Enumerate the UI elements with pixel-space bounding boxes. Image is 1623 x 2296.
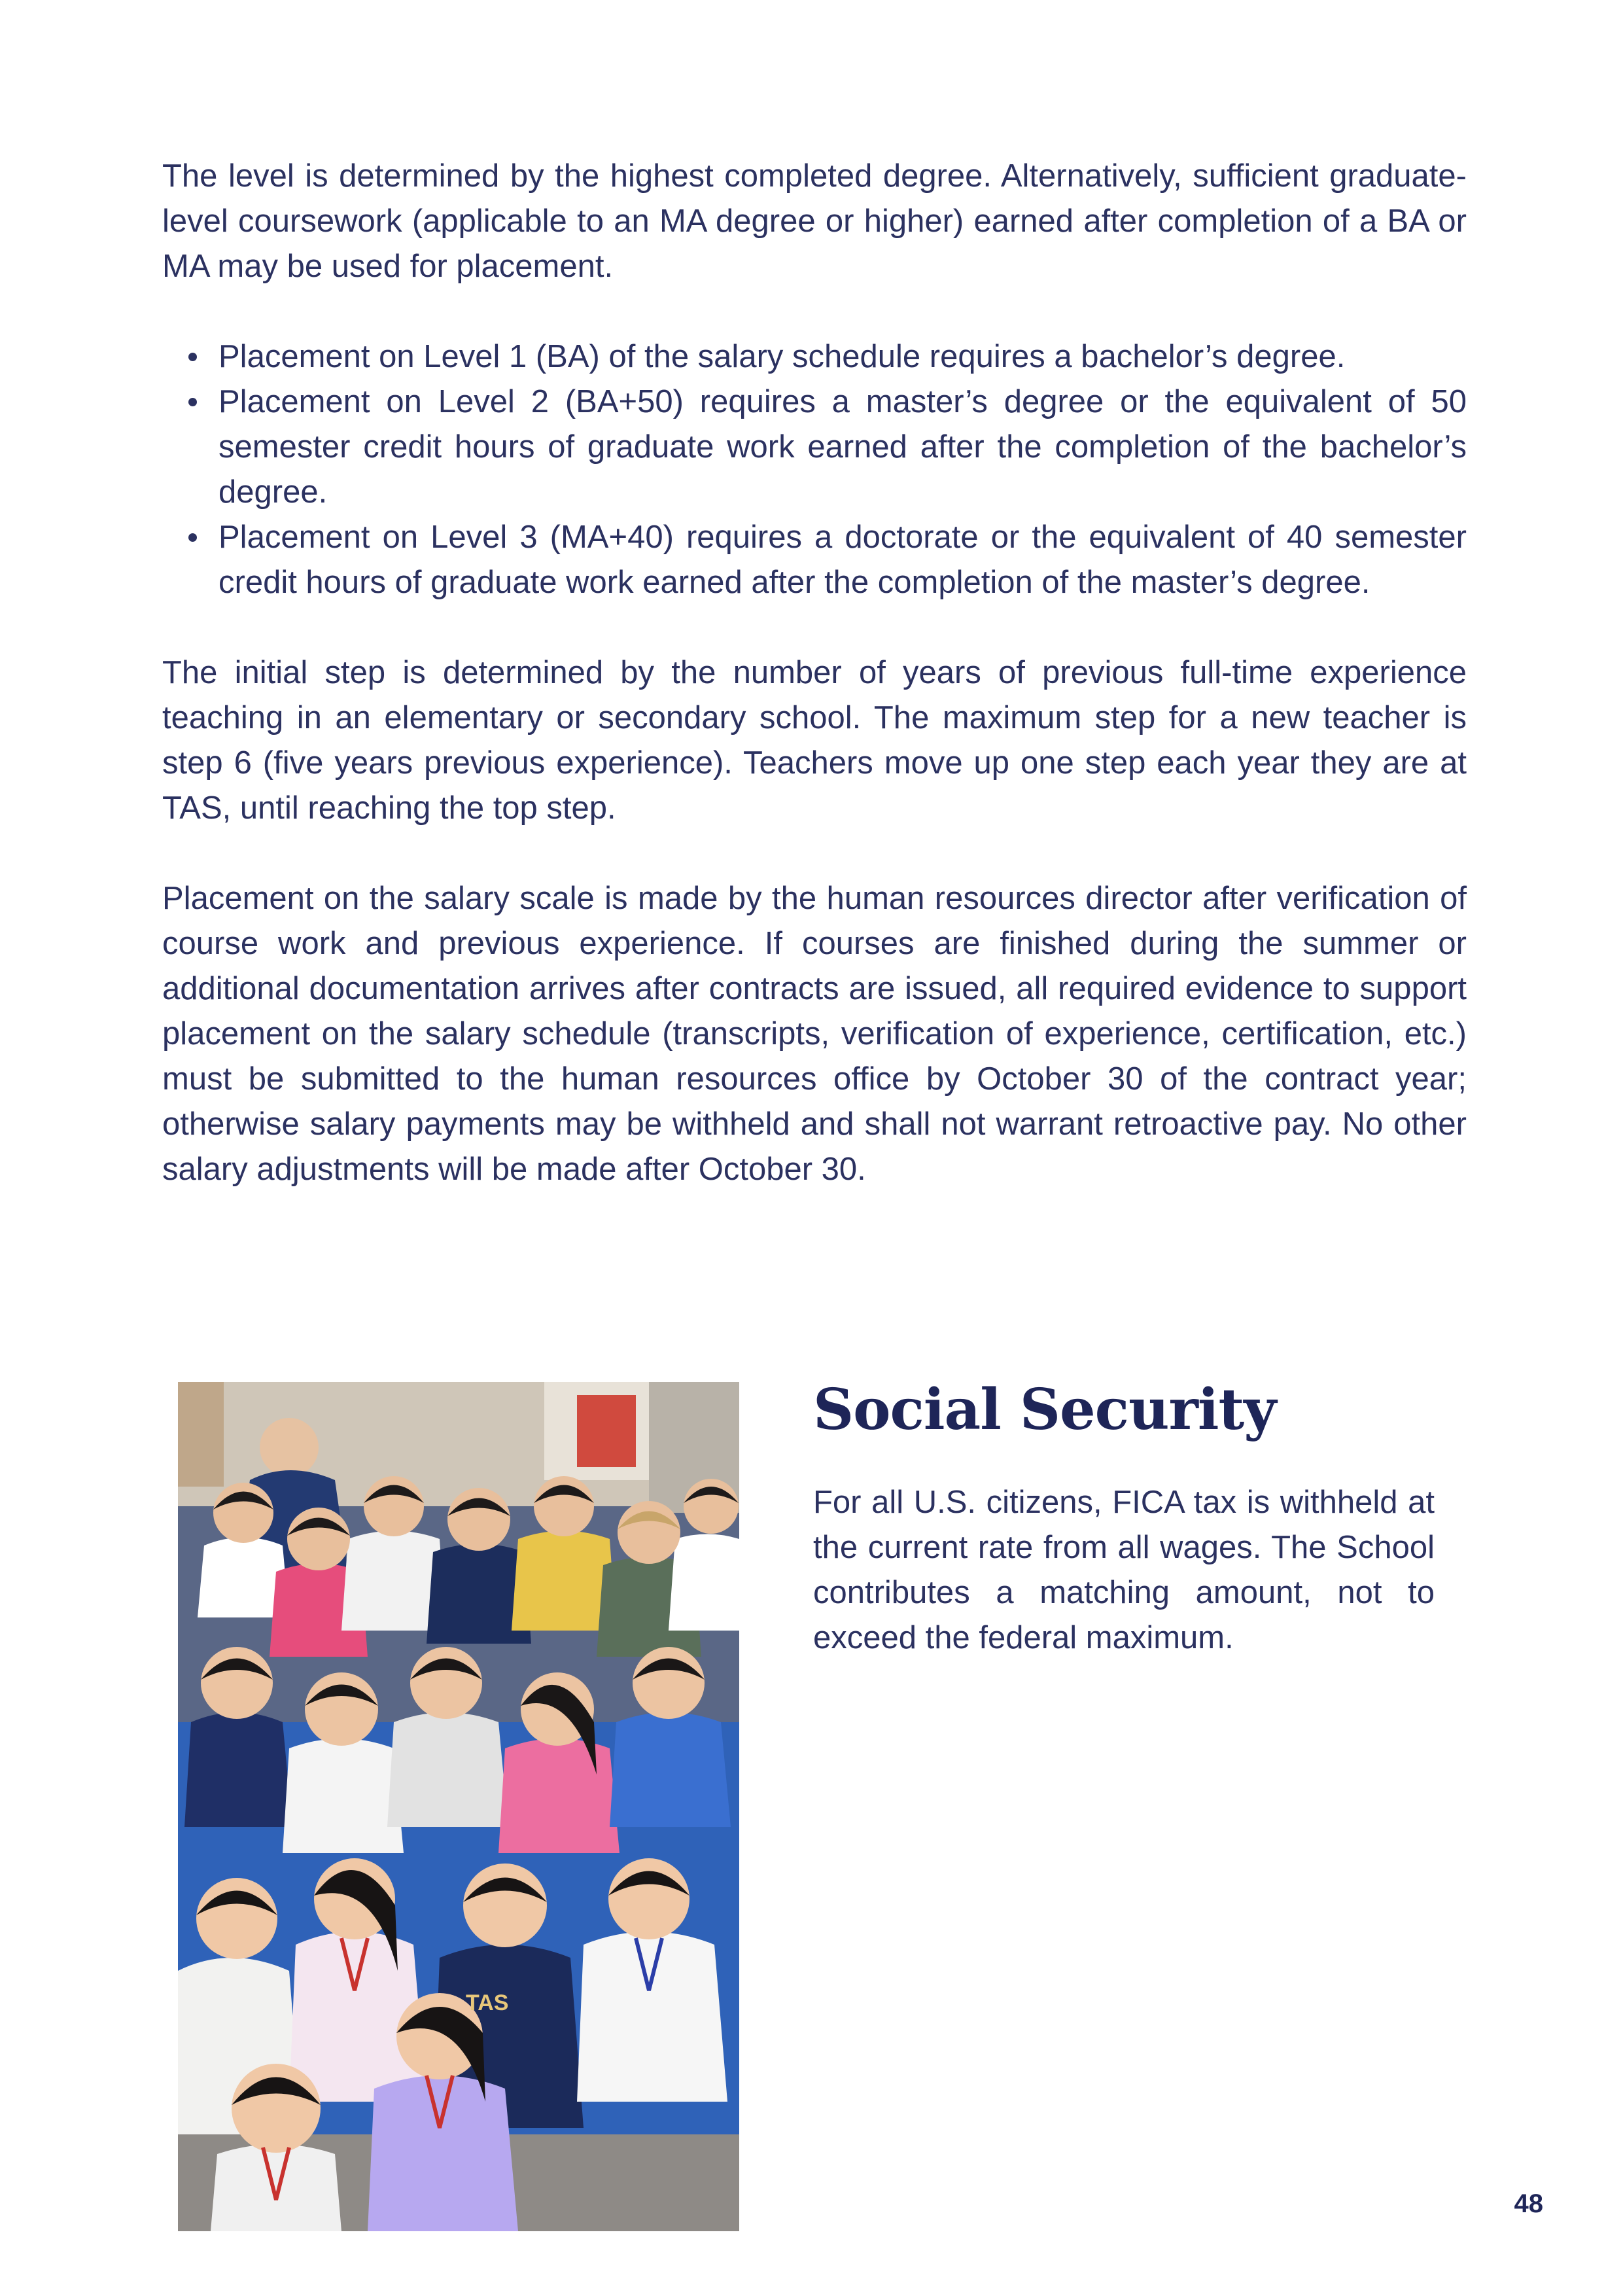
initial-step-paragraph: The initial step is determined by the number of years of previous full-time experience teaching in an elementary or secondary school. The maximum step for a new teacher is step 6 (five years previous experience). Teachers move up one step each year they are at TAS, until reaching the top step.: [162, 655, 1467, 826]
social-security-paragraph: For all U.S. citizens, FICA tax is withheld at the current rate from all wages. The School contributes a matching amount, not to exceed the federal maximum.: [813, 1485, 1435, 1655]
main-text-column: [162, 154, 1467, 1237]
svg-text:TAS: TAS: [466, 1990, 509, 2015]
children-classroom-photo: [178, 1382, 739, 2231]
degree-level-paragraph: The level is determined by the highest completed degree. Alternatively, sufficient graduate-level coursework (applicable to an MA degree or higher) earned after completion of a BA or MA may be used for placement.: [162, 158, 1467, 284]
section-heading: Social Security: [813, 1377, 1276, 1443]
page-number: 48: [1514, 2189, 1543, 2218]
salary-scale-paragraph: Placement on the salary scale is made by the human resources director after verification of course work and previous experience. If courses are finished during the summer or additional documentation arrives after contracts are issued, all required evidence to support placement on the salary schedule (transcripts, verification of experience, certification, etc.) must be submitted to the human resources office by October 30 of the contract year; otherwise salary payments may be withheld and shall not warrant retroactive pay. No other salary adjustments will be made after October 30.: [162, 881, 1467, 1187]
placement-level-list: [162, 334, 1467, 605]
list-item: Placement on Level 1 (BA) of the salary schedule requires a bachelor’s degree.: [162, 334, 1467, 380]
list-item: Placement on Level 2 (BA+50) requires a master’s degree or the equivalent of 50 semester credit hours of graduate work earned after the completion of the bachelor’s degree.: [162, 380, 1467, 515]
social-security-section: [813, 1374, 1435, 1661]
list-item: Placement on Level 3 (MA+40) requires a doctorate or the equivalent of 40 semester credit hours of graduate work earned after the completion of the master’s degree.: [162, 515, 1467, 605]
